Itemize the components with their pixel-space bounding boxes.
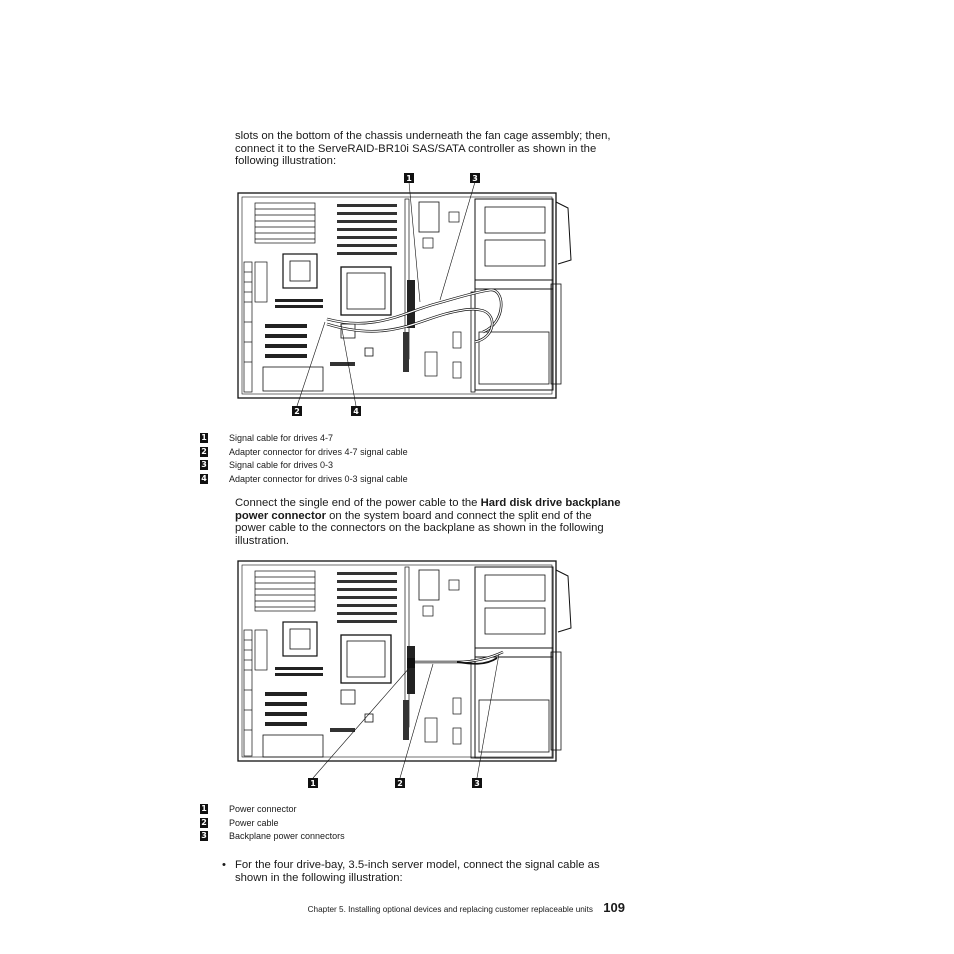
figure2-callout-1: 1: [310, 779, 316, 788]
legend-number: 2: [201, 817, 207, 827]
legend-number: 1: [201, 433, 207, 442]
intro-paragraph: slots on the bottom of the chassis underneath the fan cage assembly; then, connect it to the ServeRAID-BR10i SAS/SATA controller as shown in the following illustration:: [235, 130, 611, 167]
bullet-text: For the four drive-bay, 3.5-inch server model, connect the signal cable as shown in the following illustration:: [235, 859, 600, 884]
footer-chapter-title: Chapter 5. Installing optional devices and replacing customer replaceable units: [307, 905, 593, 914]
figure2-callout-3: 3: [474, 779, 480, 788]
legend-number: 3: [201, 831, 207, 841]
figure2-power-cable-diagram: [235, 558, 575, 794]
legend-number: 4: [201, 473, 207, 483]
power-cable-paragraph: [235, 497, 625, 547]
para2-bold: Hard disk drive backplane power connector: [235, 497, 621, 522]
legend-text: Power connector: [229, 804, 297, 814]
page-number: 109: [603, 900, 625, 915]
figure1-callout-1: 1: [406, 174, 412, 183]
legend-text: Backplane power connectors: [229, 831, 345, 842]
page-footer: [270, 900, 625, 920]
para2-pre: Connect the single end of the power cable to the: [235, 497, 481, 509]
figure1-callout-3: 3: [472, 174, 478, 183]
figure1-callout-2: 2: [294, 407, 300, 416]
para2-post: on the system board and connect the split end of the power cable to the connectors on the backplane as shown in the following illustration.: [235, 509, 604, 547]
legend-text: Signal cable for drives 4-7: [229, 433, 334, 443]
figure1-signal-cable-diagram: [235, 172, 575, 420]
legend-text: Power cable: [229, 817, 279, 828]
legend-number: 3: [201, 460, 207, 470]
legend-number: 1: [201, 804, 207, 813]
legend-text: Adapter connector for drives 0-3 signal cable: [229, 473, 408, 484]
figure2-callout-2: 2: [397, 779, 403, 788]
legend-number: 2: [201, 446, 207, 456]
legend-text: Signal cable for drives 0-3: [229, 460, 334, 471]
figure1-callout-4: 4: [353, 407, 359, 416]
bullet-symbol: •: [222, 859, 226, 871]
legend-text: Adapter connector for drives 4-7 signal cable: [229, 446, 408, 457]
